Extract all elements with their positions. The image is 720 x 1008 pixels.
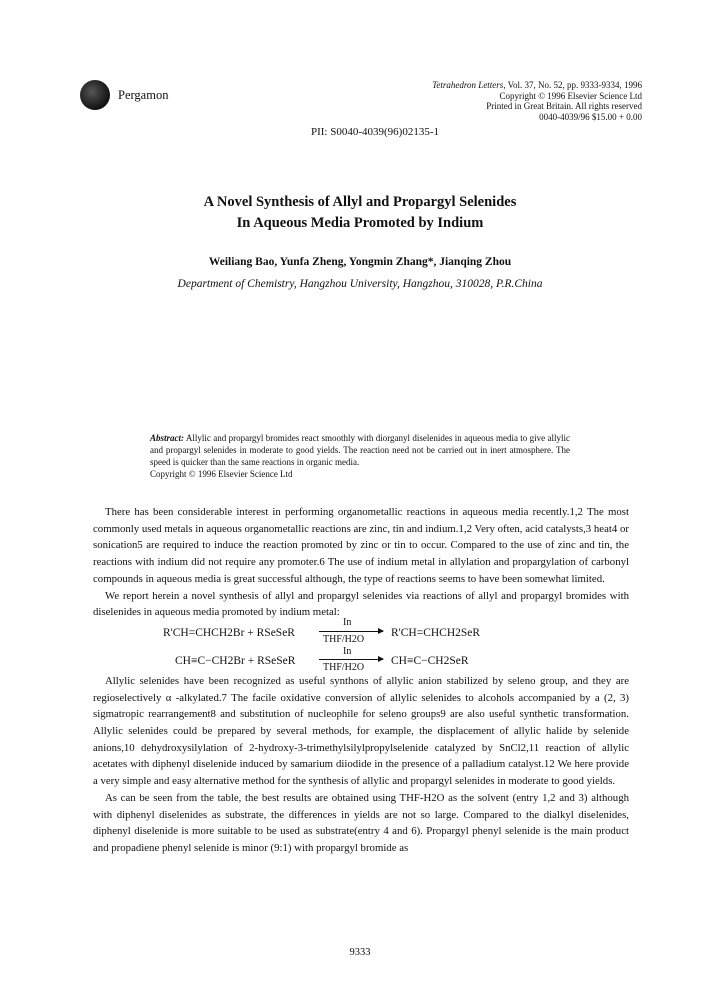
abstract-label: Abstract: [150,433,185,443]
pii-code: PII: S0040-4039(96)02135-1 [310,126,440,138]
article-title [0,192,720,234]
title-line-1: A Novel Synthesis of Allyl and Propargyl Selenides [203,194,517,210]
paragraph-1: There has been considerable interest in performing organometallic reactions in aqueous media recently.1,2 The most commonly used metals in aqueous organometallic reactions are zinc, tin and indium.1,2 Very often, acid catalysts,3 heat4 or sonication5 are required to induce the reaction promoted by zinc or tin to occur. Compared to the use of zinc and tin, the reactions with indium did not require any promoter.6 The use of indium metal in allylation and propargylation of carbonyl compounds in aqueous media is great successful although, the type of reactions seems to have been somewhat limited. [93,506,629,585]
equation-1 [93,616,629,645]
printed-line: Printed in Great Britain. All rights reserved [486,101,642,111]
abstract-text: Allylic and propargyl bromides react smoothly with diorganyl diselenides in aqueous media to give allylic and propargyl selenides in moderate to good yields. The reaction need not be carried out in inert atmosphere. The speed is quicker than the same reactions in organic media. [150,433,570,467]
affiliation: Department of Chemistry, Hangzhou University, Hangzhou, 310028, P.R.China [177,278,543,290]
abstract [150,432,570,480]
abstract-copyright: Copyright © 1996 Elsevier Science Ltd [150,469,293,479]
paragraph-2: We report herein a novel synthesis of allyl and propargyl selenides via reactions of allyl and propargyl bromides with diselenides in aqueous media promoted by indium metal: [93,589,629,619]
article-body [93,504,629,857]
journal-citation: , Vol. 37, No. 52, pp. 9333-9334, 1996 [503,80,642,90]
publisher-name: Pergamon [118,88,169,102]
eq1-reagent: In [343,616,352,628]
eq2-solvent: THF/H2O [323,661,365,673]
eq1-reactants: R'CH=CHCH2Br + RSeSeR [163,626,295,639]
price-line: 0040-4039/96 $15.00 + 0.00 [539,111,642,122]
copyright-line: Copyright © 1996 Elsevier Science Ltd [499,90,642,101]
eq2-reagent: In [343,645,352,657]
eq2-reactants: CH≡C−CH2Br + RSeSeR [175,654,296,667]
eq1-solvent: THF/H2O [323,633,365,645]
journal-header [322,80,642,122]
journal-name: Tetrahedron Letters [432,80,504,90]
equation-2 [93,645,629,673]
eq1-product: R'CH=CHCH2SeR [391,626,481,639]
eq2-product: CH≡C−CH2SeR [391,654,469,667]
title-line-2: In Aqueous Media Promoted by Indium [236,215,484,231]
paragraph-4: As can be seen from the table, the best results are obtained using THF-H2O as the solvent (entry 1,2 and 3) although with diphenyl diselenides as substrate, the differences in yields are not so large. Compared to the dialkyl diselenides, diphenyl diselenide is more suitable to be used as substrate(entry 4 and 6). Propargyl phenyl selenide is the main product and propadiene phenyl selenide is minor (9:1) with propargyl bromide as [93,791,629,854]
paragraph-3: Allylic selenides have been recognized as useful synthons of allylic anion stabilized by seleno group, and they are regioselectively α -alkylated.7 The facile oxidative conversion of allylic selenides to alcohols accompanied by a (2, 3) sigmatropic rearrangement8 and substitution of nucleophile for seleno groups9 are also useful synthetic transformation. Allylic selenides could be prepared by several methods, for example, the displacement of allylic halide by selenide anions,10 dehydroxysilylation of 2-hydroxy-3-trimethylsilylpropylselenide catalyzed by SnCl2,11 reaction of allylic acetates with diphenyl diselenide induced by samarium diiodide in the presence of a palladium catalyst.12 We here provide a very simple and easy alternative method for the synthesis of allylic and propargyl selenides in moderate to good yields. [93,674,629,788]
author-list: Weiliang Bao, Yunfa Zheng, Yongmin Zhang*, Jianqing Zhou [208,256,512,268]
publisher-logo-icon [80,80,110,110]
page-number: 9333 [349,947,371,958]
